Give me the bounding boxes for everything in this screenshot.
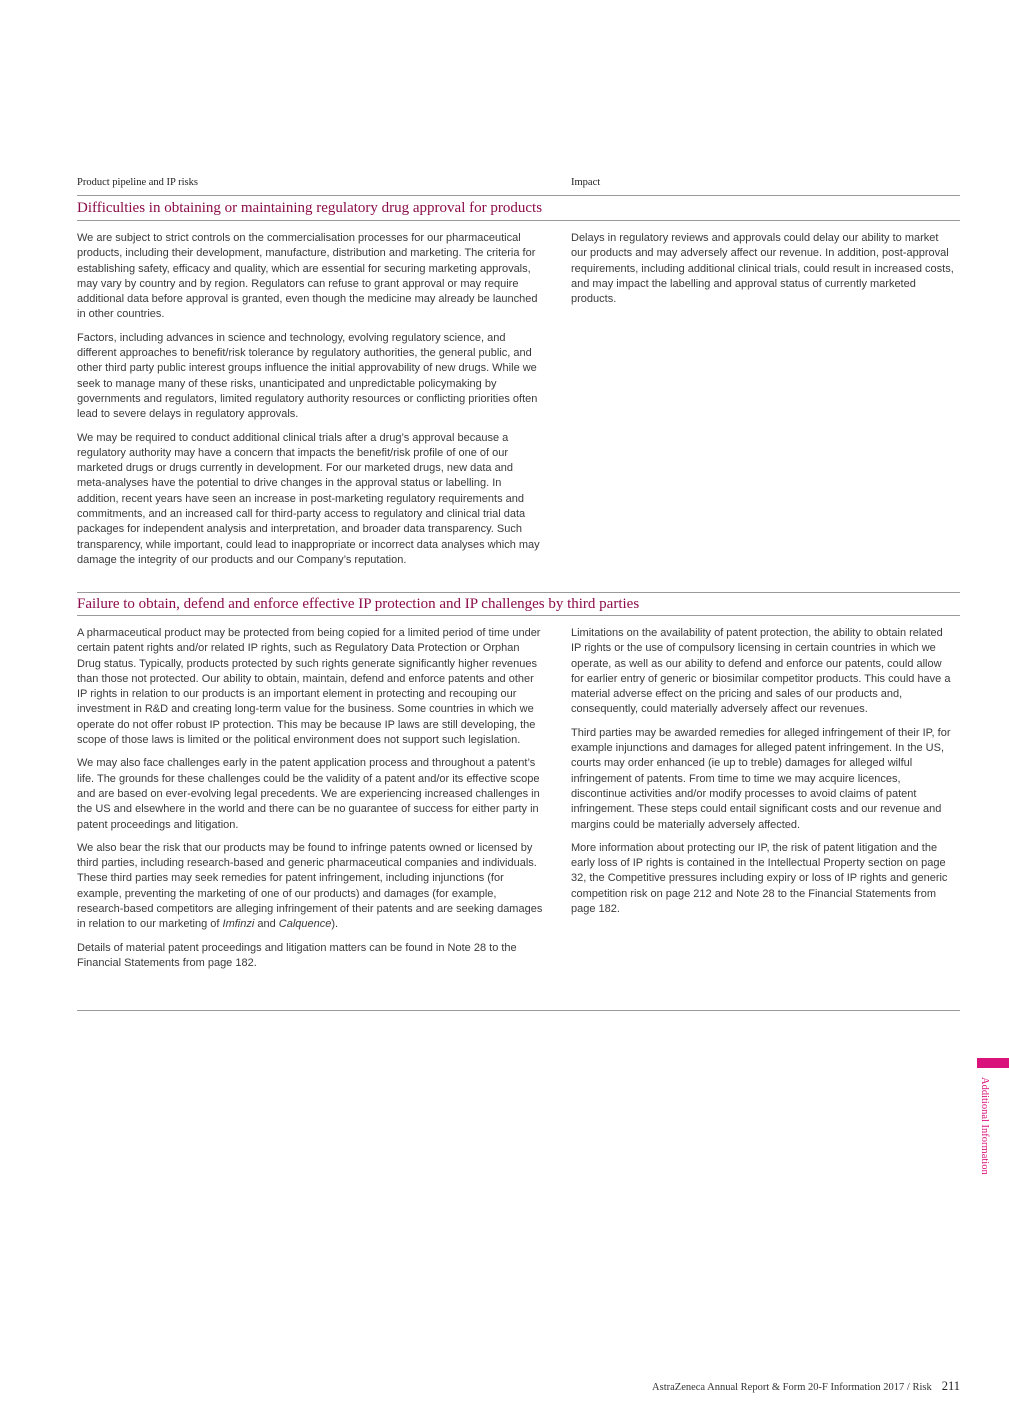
side-section-label: Additional Information — [979, 1077, 990, 1175]
footer-text: AstraZeneca Annual Report & Form 20-F Information 2017 / Risk — [652, 1382, 932, 1393]
section-title-regulatory-approval: Difficulties in obtaining or maintaining regulatory drug approval for products — [77, 200, 543, 216]
paragraph-text: We also bear the risk that our products may be found to infringe patents owned or licensed by third parties, including research-based and generic pharmaceutical companies and individuals. These third parties may seek remedies for patent infringement, including injunctions (for example, preventing the marketing of one of our products) and damages (for example, research-based competitors are alleging infringement of their patents and are seeking damages in relation to our marketing of — [77, 841, 543, 931]
column-header-risks: Product pipeline and IP risks — [77, 177, 198, 188]
section-ip-risk-text — [77, 626, 544, 979]
divider — [77, 592, 960, 593]
paragraph: We may be required to conduct additional clinical trials after a drug’s approval because a regulatory authority may have a concern that impacts the benefit/risk profile of one of our marketed drugs or drugs currently in development. For our marketed drugs, new data and meta-analyses have the potential to drive changes in the approval status or labelling. In addition, recent years have seen an increase in post-marketing regulatory requirements and commitments, and an increased call for third-party access to regulatory and clinical trial data packages for independent analysis and interpretation, and broader data transparency. Such transparency, while important, could lead to inappropriate or incorrect data analyses which may damage the integrity of our products and our Company’s reputation. — [77, 431, 540, 566]
section-regulatory-impact-text — [571, 231, 956, 315]
divider-top — [77, 195, 960, 196]
punctuation: ). — [331, 918, 339, 931]
section-title-ip-protection: Failure to obtain, defend and enforce effective IP protection and IP challenges by third parties — [77, 596, 640, 612]
paragraph: Third parties may be awarded remedies for alleged infringement of their IP, for example injunctions and damages for alleged patent infringement. In the US, courts may order enhanced (ie up to treble) damages for alleged wilful infringement of patents. From time to time we may acquire licences, discontinue activities and/or modify processes to avoid claims of patent infringement. These steps could entail significant costs and our revenue and margins could be materially adversely affected. — [571, 726, 951, 831]
product-name: Imfinzi — [222, 918, 255, 931]
divider — [77, 220, 960, 221]
paragraph: Limitations on the availability of patent protection, the ability to obtain related IP rights or the use of compulsory licensing in certain countries in which we operate, as well as our ability to defend and enforce our patents, could allow for earlier entry of generic or biosimilar competitor products. This could have a material adverse effect on the pricing and sales of our products and, consequently, could materially adversely affect our revenues. — [571, 627, 951, 716]
section-ip-impact-text — [571, 626, 956, 925]
section-regulatory-risk-text — [77, 231, 544, 576]
paragraph: Delays in regulatory reviews and approvals could delay our ability to market our products and may adversely affect our revenue. In addition, post-approval requirements, including additional clinical trials, could result in increased costs, and may impact the labelling and approval status of currently marketed products. — [571, 232, 954, 306]
paragraph: We are subject to strict controls on the commercialisation processes for our pharmaceutical products, including their development, manufacture, distribution and marketing. The criteria for establishing safety, efficacy and quality, which are essential for securing marketing approvals, may vary by country and by region. Regulators can refuse to grant approval or may require additional data before approval is granted, even though the medicine may already be launched in other countries. — [77, 232, 538, 321]
product-name: Calquence — [278, 918, 332, 931]
column-header-impact: Impact — [571, 177, 601, 188]
page-footer — [652, 1379, 960, 1394]
paragraph: Details of material patent proceedings and litigation matters can be found in Note 28 to the Financial Statements from page 182. — [77, 941, 517, 969]
divider — [77, 615, 960, 616]
paragraph: More information about protecting our IP, the risk of patent litigation and the early loss of IP rights is contained in the Intellectual Property section on page 32, the Competitive pressures including expiry or loss of IP rights and generic competition risk on page 212 and Note 28 to the Financial Statements from page 182. — [571, 841, 948, 916]
paragraph: Factors, including advances in science and technology, evolving regulatory science, and different approaches to benefit/risk tolerance by regulatory authorities, the general public, and other third party public interest groups influence the initial approvability of new drugs. While we seek to manage many of these risks, unanticipated and unpredictable policymaking by governments and regulators, limited regulatory authority resources or conflicting priorities often lead to severe delays in regulatory approvals. — [77, 331, 538, 421]
paragraph — [77, 841, 544, 933]
paragraph: A pharmaceutical product may be protected from being copied for a limited period of time under certain patent rights and/or related IP rights, such as Regulatory Data Protection or Orphan Drug status. Typically, products protected by such rights generate significantly higher revenues than those not protected. Our ability to obtain, maintain, defend and enforce patents and other IP rights in relation to our products is an important element in protecting and recouping our investment in R&D and creating long-term value for the business. Some countries in which we operate do not offer robust IP protection. This may be because IP laws are still developing, the scope of those laws is limited or the political environment does not support such legislation. — [77, 627, 541, 747]
divider-bottom — [77, 1010, 960, 1011]
section-tab-marker — [977, 1058, 1009, 1068]
page-number: 211 — [941, 1379, 960, 1393]
paragraph: We may also face challenges early in the patent application process and throughout a patent’s life. The grounds for these challenges could be the validity of a patent and/or its effective scope and are based on ever-evolving legal precedents. We are experiencing increased challenges in the US and elsewhere in the world and there can be no guarantee of success for either party in patent proceedings and litigation. — [77, 757, 540, 831]
conjunction: and — [254, 918, 279, 931]
